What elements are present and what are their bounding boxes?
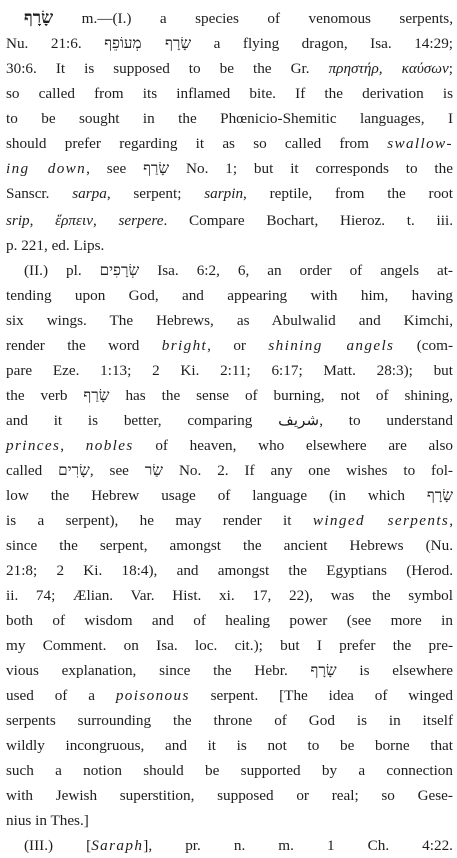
italic-text: πρηστήρ, καύσων [328, 60, 449, 77]
text-run: ; [448, 60, 453, 77]
italic-text: shining angels [268, 337, 395, 354]
italic-text: srip [6, 212, 30, 229]
entry-line [6, 458, 453, 483]
text-run: 21:8; 2 Ki. 18:4), and amongst the Egyptians (Herod. [6, 562, 453, 579]
entry-line [6, 106, 453, 131]
text-run: , to understand [319, 412, 453, 429]
hebrew-word: שְׂרָפִים [99, 261, 140, 279]
text-run: . Compare Bochart, Hieroz. t. iii. [163, 212, 453, 229]
text-run: should prefer regarding it as so called from [6, 135, 388, 152]
entry-line [6, 433, 453, 458]
text-run: render the word [6, 337, 162, 354]
entry-line [24, 833, 453, 858]
entry-line [6, 483, 453, 508]
entry-line [6, 131, 453, 156]
text-run: , serpent; [106, 185, 205, 202]
text-run: called [6, 462, 59, 479]
hebrew-word: شريف [278, 411, 320, 429]
entry-line [6, 31, 453, 56]
text-run: low the Hebrew usage of language (in which [6, 487, 427, 504]
entry-line [6, 783, 453, 808]
entry-line [6, 683, 453, 708]
text-run: Sanscr. [6, 185, 73, 202]
text-run: (com- [394, 337, 453, 354]
text-run: vious explanation, since the Hebr. [6, 662, 311, 679]
hebrew-word: שָׂרָף [310, 661, 337, 679]
italic-text: princes [6, 437, 61, 454]
text-run: has the sense of burning, not of shining, [109, 387, 453, 404]
text-run: , reptile, from the root [243, 185, 454, 202]
entry-line [6, 708, 453, 733]
text-run: p. 221, ed. Lips. [6, 237, 105, 254]
italic-text: sarpin [204, 185, 244, 202]
text-run: so called from its inflamed bite. If the derivation is [6, 85, 453, 102]
entry-line [24, 6, 453, 31]
entry-line [6, 633, 453, 658]
text-run: nius in Thes.] [6, 812, 89, 829]
text-run: ii. 74; Ælian. Var. Hist. xi. 17, 22), was the symbol [6, 587, 453, 604]
entry-line [6, 333, 453, 358]
text-run: pare Eze. 1:13; 2 Ki. 2:11; 6:17; Matt. 28:3); but [6, 362, 453, 379]
entry-line [6, 408, 453, 433]
text-run: (II.) pl. [24, 262, 100, 279]
text-run: m.—(I.) a species of venomous serpents, [53, 10, 453, 27]
entry-line [6, 608, 453, 633]
entry-line [6, 208, 453, 233]
entry-line [6, 56, 453, 81]
text-run: , [60, 437, 86, 454]
hebrew-word: שָׂרִים [58, 461, 90, 479]
italic-text: ἕρπειν [55, 212, 93, 229]
text-run: since the serpent, amongst the ancient Hebrews (Nu. [6, 537, 453, 554]
text-run: such a notion should be supported by a connection [6, 762, 453, 779]
entry-line [6, 758, 453, 783]
dictionary-entry [6, 0, 454, 854]
entry-line [6, 81, 453, 106]
text-run: ], pr. n. m. 1 Ch. 4:22. [143, 837, 453, 854]
text-run: tending upon God, and appearing with him, having [6, 287, 453, 304]
text-run: used of a [6, 687, 116, 704]
text-run: , [29, 212, 56, 229]
hebrew-word: שָׂרַף [83, 386, 110, 404]
text-run: to be sought in the Phœnicio-Shemitic languages, I [6, 110, 453, 127]
italic-text: sarpa [72, 185, 107, 202]
text-run: No. 2. If any one wishes to fol- [163, 462, 453, 479]
headword: שָׂרָף [24, 8, 54, 28]
entry-line [6, 383, 453, 408]
text-run: of heaven, who elsewhere are also [133, 437, 453, 454]
text-run: is a serpent), he may render it [6, 512, 313, 529]
entry-line [6, 283, 453, 308]
text-run: is elsewhere [336, 662, 454, 679]
text-run: my Comment. on Isa. loc. cit.); but I prefer the pre- [6, 637, 453, 654]
text-run: Nu. 21:6. [6, 35, 105, 52]
text-run: Isa. 6:2, 6, an order of angels at- [139, 262, 453, 279]
entry-line [6, 233, 453, 258]
hebrew-word: שָׂרָף מְעוֹפֵף [104, 34, 192, 52]
hebrew-word: שָׂרָף [426, 486, 453, 504]
text-run: No. 1; but it corresponds to the [169, 160, 453, 177]
entry-line [6, 358, 453, 383]
italic-text: swallow- [387, 135, 453, 152]
entry-line [6, 583, 453, 608]
hebrew-word: שָׂרַף [143, 159, 170, 177]
italic-text: winged serpents [312, 512, 450, 529]
italic-text: poisonous [115, 687, 190, 704]
entry-line [6, 533, 453, 558]
text-run: with Jewish superstition, supposed or real; so Gese- [6, 787, 453, 804]
entry-line [6, 808, 453, 833]
entry-line [24, 258, 453, 283]
entry-line [6, 658, 453, 683]
italic-text: nobles [85, 437, 134, 454]
text-run: and it is better, comparing [6, 412, 279, 429]
text-run: the verb [6, 387, 84, 404]
hebrew-word: שַׂר [144, 461, 164, 479]
italic-text: bright [161, 337, 208, 354]
text-run: a flying dragon, Isa. 14:29; [191, 35, 454, 52]
text-run: six wings. The Hebrews, as Abulwalid and Kimchi, [6, 312, 453, 329]
text-run: wildly incongruous, and it is not to be borne that [6, 737, 453, 754]
text-run: both of wisdom and of healing power (see more in [6, 612, 453, 629]
text-run: (III.) [ [24, 837, 92, 854]
italic-text: ing down [6, 160, 87, 177]
italic-text: Saraph [91, 837, 144, 854]
entry-line [6, 156, 453, 181]
entry-line [6, 733, 453, 758]
entry-line [6, 181, 453, 206]
text-run: serpent. [The idea of winged [189, 687, 454, 704]
entry-line [6, 558, 453, 583]
text-run: 30:6. It is supposed to be the Gr. [6, 60, 329, 77]
text-run: serpents surrounding the throne of God is in itself [6, 712, 453, 729]
italic-text: serpere [118, 212, 164, 229]
text-run: , [92, 212, 119, 229]
text-run: , see [86, 160, 144, 177]
text-run: , [449, 512, 453, 529]
text-run: , see [89, 462, 145, 479]
text-run: , or [207, 337, 269, 354]
entry-line [6, 508, 453, 533]
entry-line [6, 308, 453, 333]
